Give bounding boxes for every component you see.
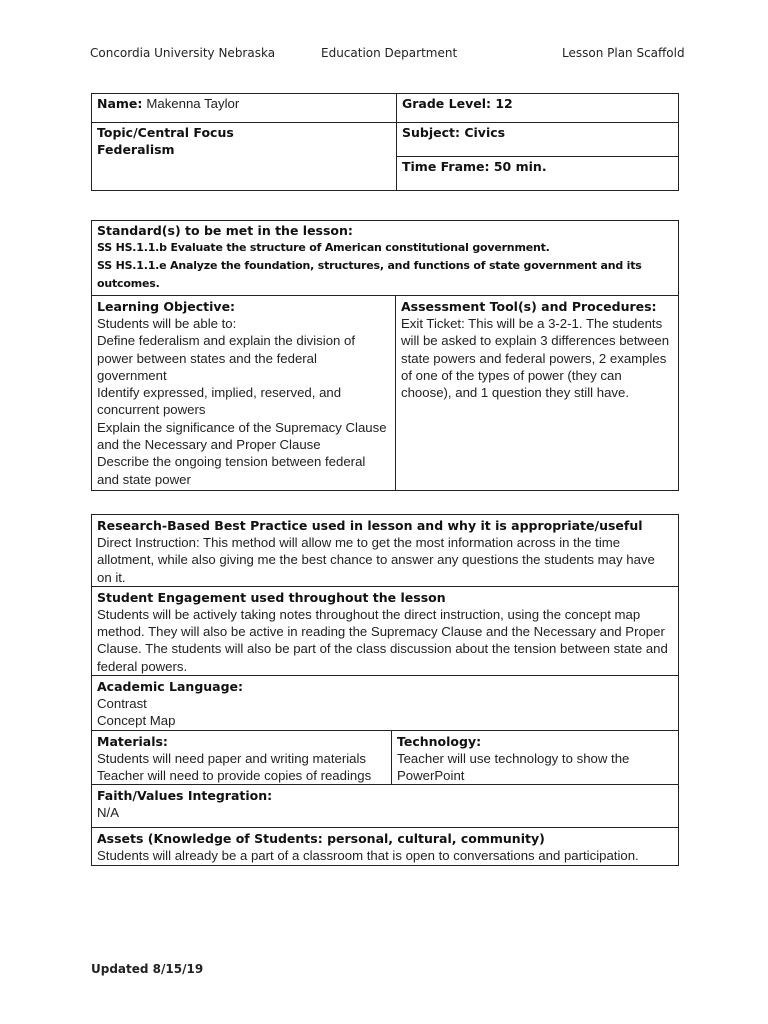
standards-label: Standard(s) to be met in the lesson:	[97, 223, 353, 238]
standard-item: SS HS.1.1.e Analyze the foundation, structures, and functions of state government and its outcomes.	[97, 259, 642, 290]
faith-text: N/A	[97, 805, 119, 821]
best-practice-cell	[92, 515, 679, 587]
assets-text: Students will already be a part of a classroom that is open to conversations and participation.	[97, 848, 639, 864]
engagement-label: Student Engagement used throughout the lesson	[97, 589, 446, 605]
academic-language-cell	[92, 676, 679, 731]
faith-cell	[92, 785, 679, 828]
technology-label: Technology:	[397, 733, 482, 749]
topic-label: Topic/Central Focus	[97, 125, 234, 140]
timeframe-label: Time Frame: 50 min.	[402, 159, 547, 174]
assessment-label: Assessment Tool(s) and Procedures:	[401, 299, 657, 314]
assets-cell	[92, 828, 679, 865]
assessment-cell	[396, 296, 679, 491]
academic-language-label: Academic Language:	[97, 679, 244, 695]
academic-language-item: Concept Map	[97, 713, 176, 729]
grade-label: Grade Level: 12	[402, 96, 513, 111]
objective-line: Describe the ongoing tension between federal and state power	[97, 454, 366, 487]
topic-cell	[92, 123, 397, 191]
objective-cell	[92, 296, 396, 491]
timeframe-cell	[397, 157, 679, 191]
standards-cell	[92, 221, 679, 296]
grade-cell	[397, 94, 679, 123]
objective-line: Define federalism and explain the division of power between states and the federal government	[97, 333, 356, 383]
standards-table	[91, 220, 679, 491]
header-institution: Concordia University Nebraska	[90, 46, 276, 60]
engagement-cell	[92, 586, 679, 675]
engagement-text: Students will be actively taking notes throughout the direct instruction, using the concept map method. They will also be active in reading the Supremacy Clause and the Necessary and Proper Clause. The students will also be part of the class discussion about the tension between state and federal powers.	[97, 606, 668, 674]
subject-label: Subject: Civics	[402, 125, 506, 140]
info-table	[91, 93, 679, 191]
objective-line: Identify expressed, implied, reserved, and concurrent powers	[97, 385, 342, 418]
assessment-text: Exit Ticket: This will be a 3-2-1. The students will be asked to explain 3 differences between state powers and federal powers, 2 examples of one of the types of power (they can choose), and 1 question they still have.	[401, 316, 670, 401]
materials-cell	[92, 730, 392, 785]
best-practice-label: Research-Based Best Practice used in lesson and why it is appropriate/useful	[97, 518, 643, 533]
lesson-details-table	[91, 514, 679, 866]
objective-label: Learning Objective:	[97, 299, 236, 314]
topic-value: Federalism	[97, 142, 175, 157]
header-department: Education Department	[321, 46, 458, 60]
best-practice-text: Direct Instruction: This method will allow me to get the most information across in the time allotment, while also giving me the best chance to answer any questions the students may have on it.	[97, 535, 655, 585]
subject-cell	[397, 123, 679, 157]
faith-label: Faith/Values Integration:	[97, 788, 273, 804]
objective-line: Explain the significance of the Supremacy Clause and the Necessary and Proper Clause	[97, 419, 387, 453]
name-cell	[92, 94, 397, 123]
materials-label: Materials:	[97, 733, 168, 749]
technology-text: Teacher will use technology to show the PowerPoint	[397, 750, 630, 783]
name-value: Makenna Taylor	[146, 96, 240, 111]
materials-item: Teacher will need to provide copies of readings	[97, 767, 372, 783]
objective-line: Students will be able to:	[97, 316, 237, 331]
academic-language-item: Contrast	[97, 696, 147, 712]
standard-item: SS HS.1.1.b Evaluate the structure of American constitutional government.	[97, 241, 550, 254]
footer-updated: Updated 8/15/19	[91, 962, 204, 976]
name-label: Name:	[97, 96, 143, 111]
header-doc-title: Lesson Plan Scaffold	[562, 46, 685, 60]
materials-item: Students will need paper and writing materials	[97, 750, 367, 766]
technology-cell	[392, 730, 679, 785]
assets-label: Assets (Knowledge of Students: personal, cultural, community)	[97, 831, 545, 847]
